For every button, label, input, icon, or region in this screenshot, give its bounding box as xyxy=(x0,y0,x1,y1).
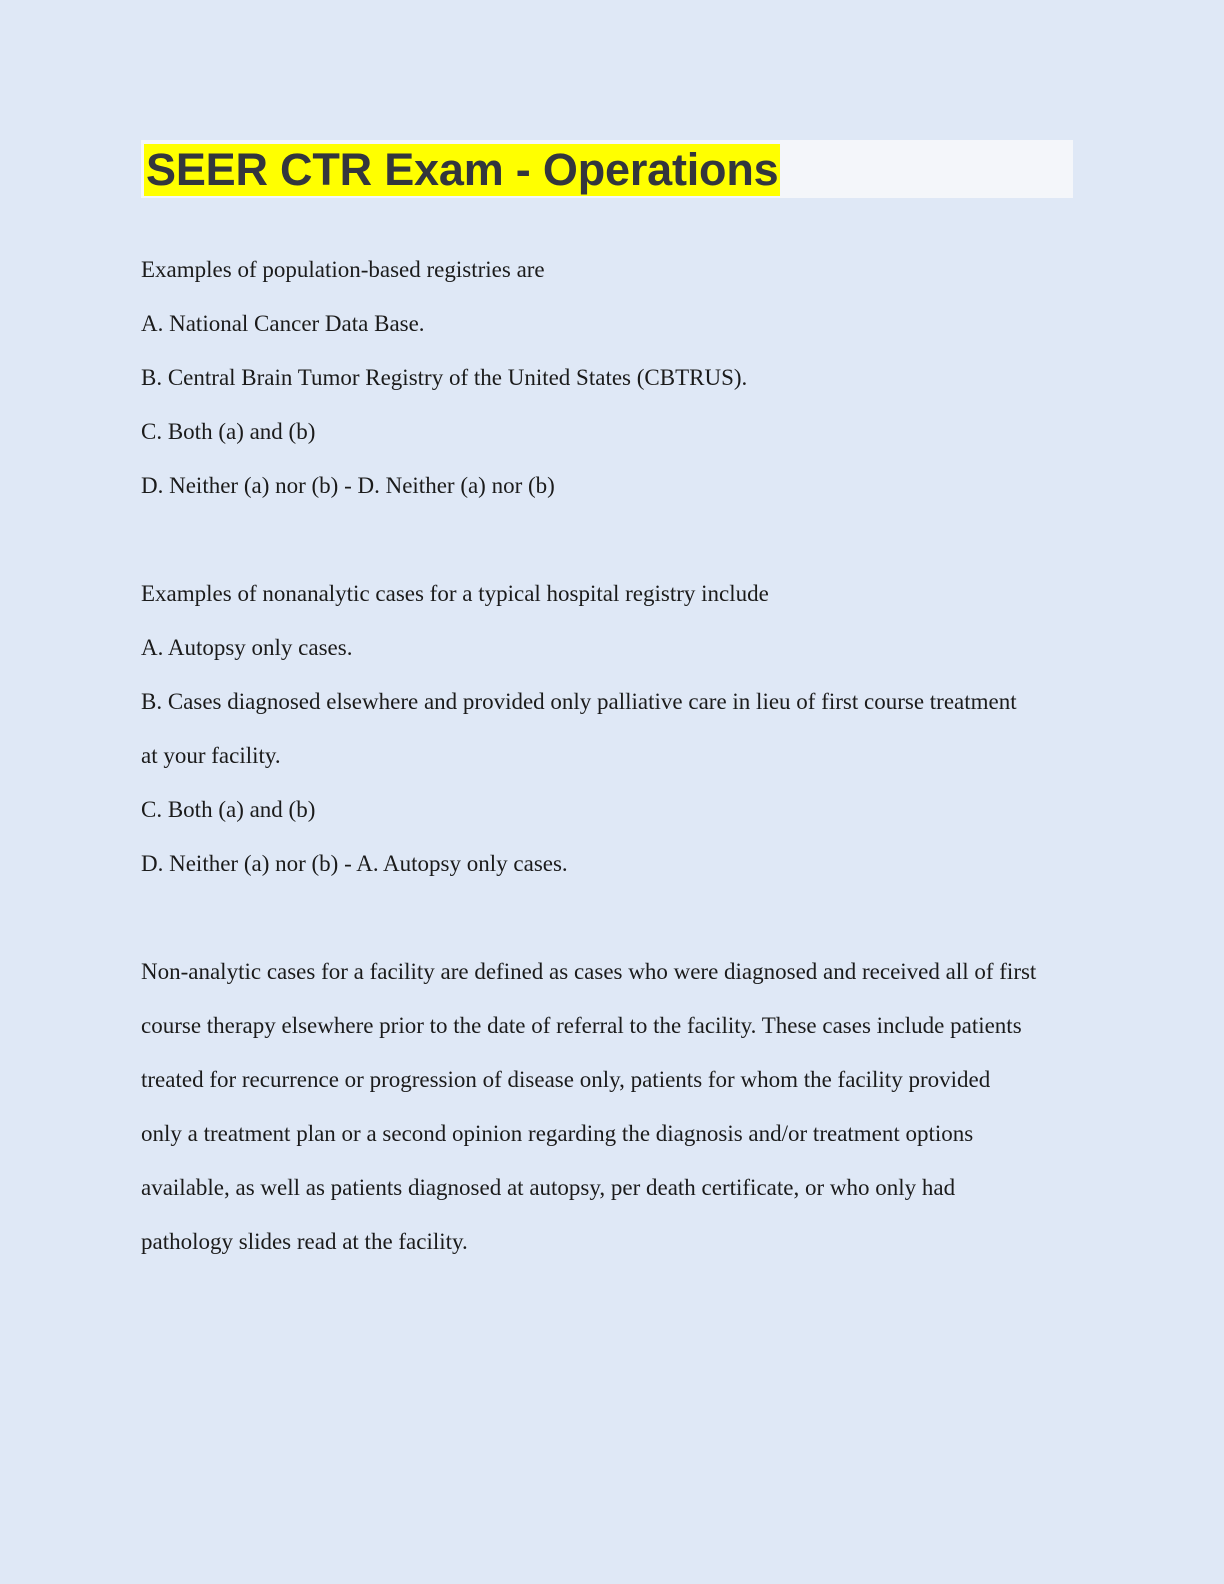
answer-option-c: C. Both (a) and (b) xyxy=(141,797,316,822)
answer-option-b: B. Cases diagnosed elsewhere and provided only palliative care in lieu of first course treatment xyxy=(141,689,1017,714)
answer-option-a: A. Autopsy only cases. xyxy=(141,635,353,660)
question-stem: Examples of population-based registries are xyxy=(141,257,545,282)
question-block-1 xyxy=(141,243,1076,513)
answer-option-d: D. Neither (a) nor (b) - A. Autopsy only cases. xyxy=(141,851,568,876)
page-title-highlight xyxy=(144,144,780,196)
paragraph-line: Non-analytic cases for a facility are defined as cases who were diagnosed and received all of first xyxy=(141,959,1037,984)
paragraph-line: pathology slides read at the facility. xyxy=(141,1229,468,1254)
answer-option-d: D. Neither (a) nor (b) - D. Neither (a) nor (b) xyxy=(141,473,555,498)
definition-paragraph xyxy=(141,945,1076,1269)
paragraph-line: course therapy elsewhere prior to the date of referral to the facility. These cases include patients xyxy=(141,1013,1022,1038)
question-stem: Examples of nonanalytic cases for a typical hospital registry include xyxy=(141,581,769,606)
paragraph-line: treated for recurrence or progression of disease only, patients for whom the facility provided xyxy=(141,1067,991,1092)
paragraph-line: available, as well as patients diagnosed at autopsy, per death certificate, or who only had xyxy=(141,1175,956,1200)
document-body xyxy=(141,243,1076,1269)
answer-option-c: C. Both (a) and (b) xyxy=(141,419,316,444)
page-title: SEER CTR Exam - Operations xyxy=(146,144,779,195)
question-block-2 xyxy=(141,567,1076,891)
paragraph-line: only a treatment plan or a second opinion regarding the diagnosis and/or treatment options xyxy=(141,1121,974,1146)
answer-option-a: A. National Cancer Data Base. xyxy=(141,311,425,336)
answer-option-b-continued: at your facility. xyxy=(141,743,281,768)
answer-option-b: B. Central Brain Tumor Registry of the United States (CBTRUS). xyxy=(141,365,748,390)
